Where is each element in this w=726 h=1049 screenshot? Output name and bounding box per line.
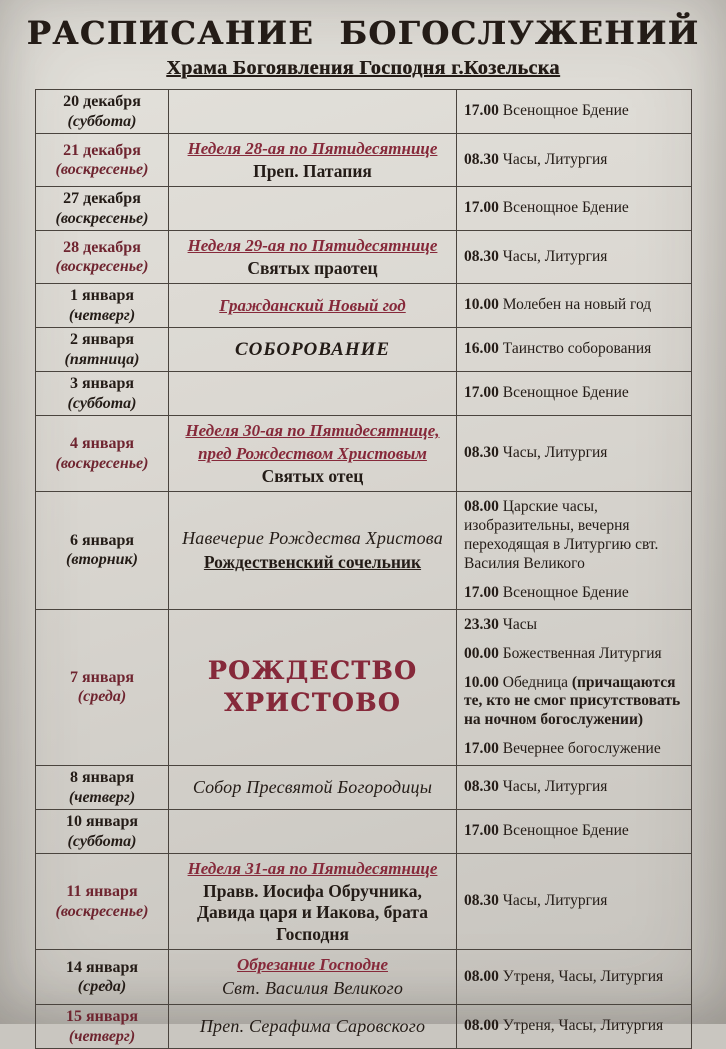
- service-text: Часы, Литургия: [502, 150, 608, 168]
- service-text-bold: (причащаются те, кто не смог присутствовать на ночном богослужении): [464, 673, 681, 729]
- date-cell: [36, 187, 169, 231]
- weekday-text: (суббота): [67, 832, 137, 850]
- feast-line: Свт. Василия Великого: [221, 977, 404, 998]
- service-time: 17.00: [464, 199, 503, 217]
- weekday-text: (суббота): [67, 112, 137, 130]
- schedule-row: [36, 328, 692, 372]
- feast-cell: [169, 134, 457, 187]
- feast-line: Навечерие Рождества Христова: [182, 527, 443, 548]
- service-line: [464, 199, 686, 218]
- date-cell: [36, 134, 169, 187]
- service-text: Всенощное Бдение: [502, 583, 629, 601]
- weekday-text: (воскресенье): [55, 161, 149, 179]
- feast-line: Собор Пресвятой Богородицы: [192, 776, 433, 797]
- date-cell: [36, 854, 169, 950]
- feast-line: Преп. Патапия: [253, 160, 372, 181]
- weekday-text: (воскресенье): [55, 902, 149, 920]
- feast-line: РОЖДЕСТВО ХРИСТОВО: [207, 655, 418, 718]
- service-time: 08.30: [464, 150, 503, 168]
- services-cell: [457, 372, 692, 416]
- feast-cell: [169, 854, 457, 950]
- service-text: Всенощное Бдение: [502, 102, 629, 120]
- service-line: [464, 674, 686, 731]
- service-line: [464, 778, 686, 797]
- schedule-table-body: [36, 90, 692, 1049]
- weekday-text: (воскресенье): [55, 209, 149, 227]
- service-time: 17.00: [464, 384, 503, 402]
- service-time: 17.00: [464, 822, 503, 840]
- services-cell: [457, 609, 692, 765]
- service-line: [464, 498, 686, 574]
- service-time: 16.00: [464, 340, 503, 358]
- date-text: 2 января: [69, 331, 135, 349]
- services-cell: [457, 231, 692, 284]
- feast-line: Святых праотец: [247, 257, 378, 278]
- weekday-text: (четверг): [68, 1027, 136, 1045]
- service-text: Часы: [502, 615, 537, 633]
- service-line: [464, 892, 686, 911]
- service-time: 17.00: [464, 583, 503, 601]
- service-text: Часы, Литургия: [502, 444, 608, 462]
- feast-line: Обрезание Господне: [237, 955, 388, 974]
- feast-cell: [169, 328, 457, 372]
- weekday-text: (среда): [77, 978, 127, 996]
- date-cell: [36, 416, 169, 492]
- schedule-row: [36, 372, 692, 416]
- services-cell: [457, 284, 692, 328]
- date-text: 4 января: [69, 435, 135, 453]
- date-text: 10 января: [65, 813, 139, 831]
- feast-cell: [169, 950, 457, 1005]
- date-text: 3 января: [69, 375, 135, 393]
- services-cell: [457, 416, 692, 492]
- feast-cell: [169, 231, 457, 284]
- schedule-row: [36, 766, 692, 810]
- weekday-text: (пятница): [64, 350, 140, 368]
- date-cell: [36, 231, 169, 284]
- service-line: [464, 296, 686, 315]
- services-cell: [457, 187, 692, 231]
- service-line: [464, 340, 686, 359]
- feast-line: Правв. Иосифа Обручника, Давида царя и Иакова, брата Господня: [197, 880, 428, 944]
- date-cell: [36, 766, 169, 810]
- service-time: 08.30: [464, 778, 503, 796]
- weekday-text: (четверг): [68, 788, 136, 806]
- weekday-text: (среда): [77, 688, 127, 706]
- feast-line: Неделя 29-ая по Пятидесятнице: [187, 236, 438, 256]
- feast-cell: [169, 766, 457, 810]
- service-time: 08.30: [464, 247, 503, 265]
- date-text: 15 января: [65, 1008, 139, 1026]
- service-time: 08.30: [464, 444, 503, 462]
- service-time: 17.00: [464, 740, 503, 758]
- service-text: Утреня, Часы, Литургия: [502, 967, 664, 985]
- date-text: 1 января: [69, 287, 135, 305]
- service-time: 08.00: [464, 967, 503, 985]
- feast-cell: [169, 416, 457, 492]
- schedule-row: [36, 231, 692, 284]
- service-time: 08.00: [464, 1017, 503, 1035]
- feast-cell: [169, 609, 457, 765]
- service-line: [464, 645, 686, 664]
- feast-line: Преп. Серафима Саровского: [199, 1015, 426, 1036]
- date-cell: [36, 328, 169, 372]
- feast-line: Святых отец: [261, 465, 364, 486]
- service-time: 10.00: [464, 673, 503, 691]
- services-cell: [457, 854, 692, 950]
- date-cell: [36, 950, 169, 1005]
- date-text: 6 января: [69, 531, 135, 549]
- service-line: [464, 968, 686, 987]
- service-time: 23.30: [464, 615, 503, 633]
- date-text: 7 января: [69, 668, 135, 686]
- feast-line: Рождественский сочельник: [203, 552, 422, 573]
- feast-line: СОБОРОВАНИЕ: [234, 338, 391, 360]
- date-text: 20 декабря: [63, 93, 141, 110]
- service-text: Царские часы, изобразительны, вечерня переходящая в Литургию свт. Василия Великого: [464, 498, 659, 572]
- weekday-text: (воскресенье): [55, 258, 149, 276]
- date-cell: [36, 372, 169, 416]
- weekday-text: (вторник): [66, 551, 138, 569]
- schedule-row: [36, 492, 692, 610]
- services-cell: [457, 90, 692, 134]
- feast-cell: [169, 810, 457, 854]
- service-time: 10.00: [464, 296, 503, 314]
- service-text: Часы, Литургия: [502, 778, 608, 796]
- date-cell: [36, 284, 169, 328]
- date-cell: [36, 90, 169, 134]
- service-time: 08.30: [464, 892, 503, 910]
- page-subtitle: Храма Богоявления Господня г.Козельска: [166, 57, 560, 79]
- date-text: 11 января: [66, 883, 138, 901]
- feast-cell: [169, 492, 457, 610]
- service-text: Обедница: [502, 673, 572, 691]
- services-cell: [457, 950, 692, 1005]
- service-time: 00.00: [464, 644, 503, 662]
- weekday-text: (суббота): [67, 394, 137, 412]
- schedule-table: [35, 89, 692, 1049]
- date-text: 8 января: [69, 769, 135, 787]
- schedule-row: [36, 810, 692, 854]
- service-time: 17.00: [464, 102, 503, 120]
- service-line: [464, 102, 686, 121]
- feast-cell: [169, 187, 457, 231]
- service-line: [464, 616, 686, 635]
- service-time: 08.00: [464, 498, 503, 516]
- date-text: 28 декабря: [63, 238, 141, 256]
- schedule-row: [36, 1005, 692, 1049]
- schedule-row: [36, 416, 692, 492]
- service-text: Всенощное Бдение: [502, 199, 629, 217]
- service-text: Таинство соборования: [502, 340, 652, 358]
- services-cell: [457, 1005, 692, 1049]
- feast-line: Гражданский Новый год: [219, 295, 406, 315]
- schedule-row: [36, 950, 692, 1005]
- service-text: Вечернее богослужение: [502, 740, 661, 758]
- date-text: 27 декабря: [63, 190, 141, 208]
- services-cell: [457, 810, 692, 854]
- service-line: [464, 151, 686, 170]
- service-line: [464, 1017, 686, 1036]
- schedule-row: [36, 90, 692, 134]
- feast-line: Неделя 28-ая по Пятидесятнице: [187, 139, 438, 159]
- service-text: Всенощное Бдение: [502, 822, 629, 840]
- feast-cell: [169, 1005, 457, 1049]
- schedule-row: [36, 187, 692, 231]
- service-text: Божественная Литургия: [502, 644, 662, 662]
- feast-cell: [169, 90, 457, 134]
- service-line: [464, 822, 686, 841]
- date-text: 21 декабря: [63, 141, 141, 159]
- weekday-text: (воскресенье): [55, 454, 149, 472]
- service-line: [464, 584, 686, 603]
- schedule-row: [36, 854, 692, 950]
- service-text: Всенощное Бдение: [502, 384, 629, 402]
- service-text: Часы, Литургия: [502, 892, 608, 910]
- schedule-row: [36, 609, 692, 765]
- date-cell: [36, 1005, 169, 1049]
- services-cell: [457, 328, 692, 372]
- date-text: 14 января: [65, 958, 139, 976]
- service-text: Часы, Литургия: [502, 247, 608, 265]
- service-line: [464, 740, 686, 759]
- services-cell: [457, 766, 692, 810]
- date-cell: [36, 492, 169, 610]
- feast-cell: [169, 284, 457, 328]
- feast-line: Неделя 31-ая по Пятидесятнице: [187, 859, 438, 879]
- service-line: [464, 444, 686, 463]
- services-cell: [457, 134, 692, 187]
- feast-cell: [169, 372, 457, 416]
- page-title: РАСПИСАНИЕ БОГОСЛУЖЕНИЙ: [26, 14, 700, 52]
- weekday-text: (четверг): [68, 306, 136, 324]
- feast-line: Неделя 30-ая по Пятидесятнице,: [185, 421, 440, 441]
- schedule-row: [36, 134, 692, 187]
- service-text: Молебен на новый год: [502, 296, 652, 314]
- service-text: Утреня, Часы, Литургия: [502, 1017, 664, 1035]
- feast-line: пред Рождеством Христовым: [198, 444, 427, 464]
- schedule-row: [36, 284, 692, 328]
- service-line: [464, 384, 686, 403]
- services-cell: [457, 492, 692, 610]
- date-cell: [36, 810, 169, 854]
- date-cell: [36, 609, 169, 765]
- service-line: [464, 248, 686, 267]
